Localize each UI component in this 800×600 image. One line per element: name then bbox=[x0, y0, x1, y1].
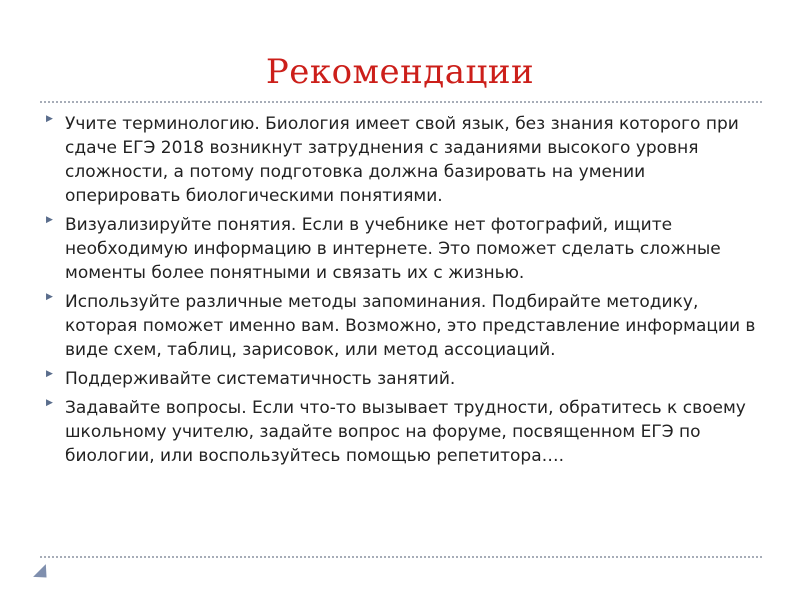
bullet-list bbox=[44, 112, 764, 473]
bullet-text: Поддерживайте систематичность занятий. bbox=[65, 369, 456, 389]
triangle-bullet-icon: ▶ bbox=[46, 114, 53, 124]
bullet-item bbox=[44, 367, 764, 391]
triangle-bullet-icon: ▶ bbox=[46, 215, 53, 225]
bullet-item bbox=[44, 112, 764, 208]
bullet-text: Учите терминологию. Биология имеет свой язык, без знания которого при сдаче ЕГЭ 2018 возникнут затруднения с заданиями высокого уровня сложности, а потому подготовка должна базировать на умении оперировать биологическими понятиями. bbox=[65, 114, 739, 206]
corner-arrow-icon bbox=[33, 564, 53, 584]
slide-title: Рекомендации bbox=[265, 52, 535, 92]
triangle-bullet-icon: ▶ bbox=[46, 398, 53, 408]
triangle-bullet-icon: ▶ bbox=[46, 369, 53, 379]
bottom-divider bbox=[40, 556, 762, 558]
top-divider bbox=[40, 101, 762, 103]
bullet-item bbox=[44, 396, 764, 468]
triangle-bullet-icon: ▶ bbox=[46, 292, 53, 302]
bullet-text: Визуализируйте понятия. Если в учебнике нет фотографий, ищите необходимую информацию в интернете. Это поможет сделать сложные моменты более понятными и связать их с жизнью. bbox=[65, 215, 721, 283]
bullet-text: Задавайте вопросы. Если что-то вызывает трудности, обратитесь к своему школьному учителю, задайте вопрос на форуме, посвященном ЕГЭ по биологии, или воспользуйтесь помощью репетитора…. bbox=[65, 398, 746, 466]
bullet-item bbox=[44, 290, 764, 362]
bullet-text: Используйте различные методы запоминания. Подбирайте методику, которая поможет именно вам. Возможно, это представление информации в виде схем, таблиц, зарисовок, или метод ассоциаций. bbox=[65, 292, 756, 360]
bullet-item bbox=[44, 213, 764, 285]
